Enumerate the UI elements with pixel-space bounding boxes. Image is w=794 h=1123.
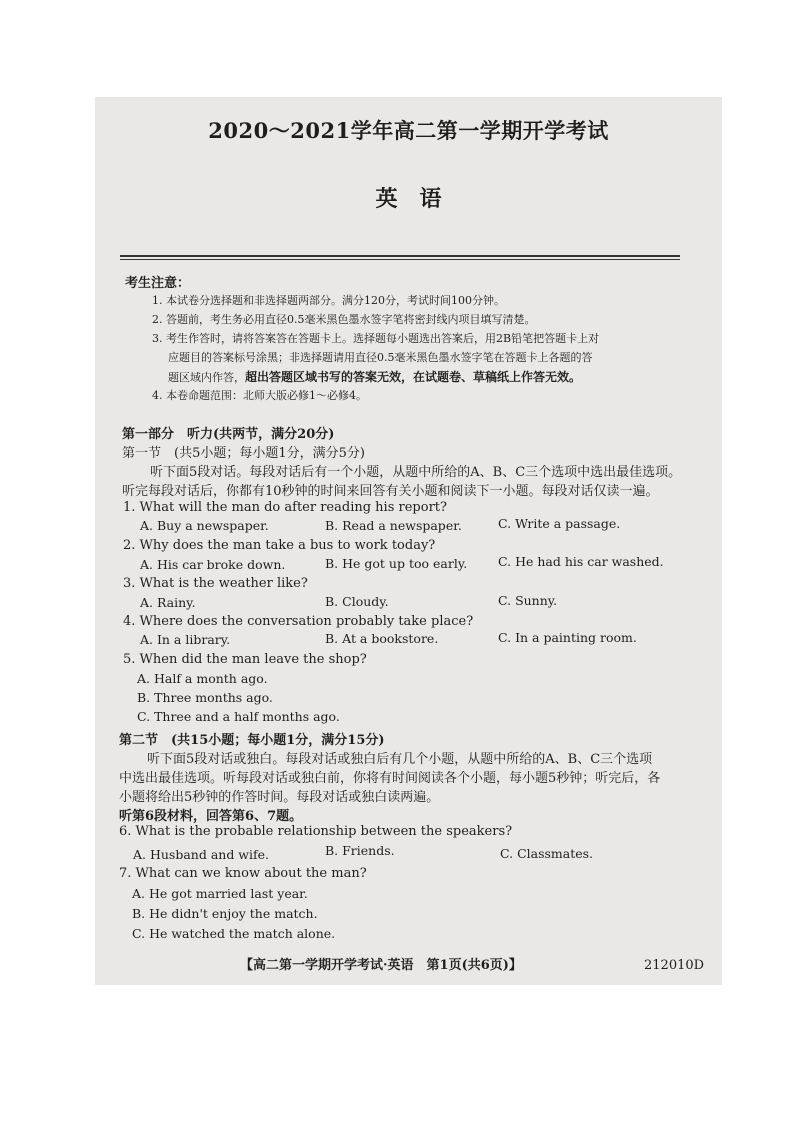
page-footer: 【高二第一学期开学考试·英语 第1页(共6页)】 bbox=[240, 958, 522, 973]
q7-option-b: B. He didn't enjoy the match. bbox=[132, 906, 318, 921]
notice-warning: 超出答题区域书写的答案无效，在试题卷、草稿纸上作答无效。 bbox=[245, 370, 582, 384]
part1-heading: 第一部分 听力(共两节，满分20分) bbox=[122, 427, 335, 442]
question-6: 6. What is the probable relationship between the speakers? bbox=[119, 824, 513, 839]
q5-option-a: A. Half a month ago. bbox=[137, 671, 268, 686]
q1-option-c: C. Write a passage. bbox=[498, 516, 621, 531]
q2-option-c: C. He had his car washed. bbox=[498, 554, 664, 569]
q4-option-c: C. In a painting room. bbox=[498, 630, 637, 645]
q5-option-b: B. Three months ago. bbox=[137, 690, 273, 705]
section1-instruction-2: 听完每段对话后，你都有10秒钟的时间来回答有关小题和阅读下一小题。每段对话仅读一遍。 bbox=[122, 484, 659, 499]
exam-title: 2020～2021学年高二第一学期开学考试 bbox=[208, 118, 609, 143]
section1-heading: 第一节 (共5小题；每小题1分，满分5分) bbox=[122, 446, 365, 461]
q6-option-b: B. Friends. bbox=[325, 843, 395, 858]
q1-option-a: A. Buy a newspaper. bbox=[140, 518, 269, 533]
question-5: 5. When did the man leave the shop? bbox=[123, 652, 367, 667]
question-3: 3. What is the weather like? bbox=[123, 576, 308, 591]
q3-option-a: A. Rainy. bbox=[140, 595, 196, 610]
exam-code: 212010D bbox=[644, 958, 705, 973]
section2-heading: 第二节 (共15小题；每小题1分，满分15分) bbox=[119, 733, 385, 748]
question-7: 7. What can we know about the man? bbox=[119, 866, 367, 881]
q6-option-c: C. Classmates. bbox=[500, 846, 594, 861]
q5-option-c: C. Three and a half months ago. bbox=[137, 709, 340, 724]
q7-option-a: A. He got married last year. bbox=[132, 886, 308, 901]
notice-item-1: 1. 本试卷分选择题和非选择题两部分。满分120分，考试时间100分钟。 bbox=[152, 294, 505, 307]
question-1: 1. What will the man do after reading his report? bbox=[123, 500, 447, 515]
q3-option-c: C. Sunny. bbox=[498, 593, 558, 608]
q2-option-a: A. His car broke down. bbox=[140, 557, 286, 572]
notice-item-4: 4. 本卷命题范围：北师大版必修1～必修4。 bbox=[152, 389, 367, 402]
q2-option-b: B. He got up too early. bbox=[325, 556, 468, 571]
exam-page bbox=[95, 97, 722, 985]
section2-instruction-3: 小题将给出5秒钟的作答时间。每段对话或独白读两遍。 bbox=[119, 790, 440, 805]
material-6-prompt: 听第6段材料，回答第6、7题。 bbox=[119, 809, 303, 824]
section2-instruction-1: 听下面5段对话或独白。每段对话或独白后有几个小题，从题中所给的A、B、C三个选项 bbox=[147, 752, 653, 767]
section1-instruction-1: 听下面5段对话。每段对话后有一个小题，从题中所给的A、B、C三个选项中选出最佳选项。 bbox=[150, 465, 682, 480]
header-rule bbox=[120, 255, 680, 257]
notice-item-2: 2. 答题前，考生务必用直径0.5毫米黑色墨水签字笔将密封线内项目填写清楚。 bbox=[152, 313, 536, 326]
notice-item-3-tail: 题区域内作答， bbox=[168, 371, 245, 384]
notice-item-3-cont: 应题目的答案标号涂黑；非选择题请用直径0.5毫米黑色墨水签字笔在答题卡上各题的答 bbox=[168, 351, 593, 364]
section2-instruction-2: 中选出最佳选项。听每段对话或独白前，你将有时间阅读各个小题，每小题5秒钟；听完后，各 bbox=[119, 771, 661, 786]
question-4: 4. Where does the conversation probably take place? bbox=[123, 614, 474, 629]
header-rule-thin bbox=[120, 259, 680, 260]
notice-heading: 考生注意： bbox=[125, 276, 191, 291]
notice-item-3-end bbox=[95, 368, 581, 385]
notice-item-3: 3. 考生作答时，请将答案答在答题卡上。选择题每小题选出答案后，用2B铅笔把答题卡上对 bbox=[152, 332, 600, 345]
question-2: 2. Why does the man take a bus to work today? bbox=[123, 538, 436, 553]
subject-title: 英语 bbox=[375, 186, 464, 212]
q1-option-b: B. Read a newspaper. bbox=[325, 518, 462, 533]
q6-option-a: A. Husband and wife. bbox=[133, 847, 269, 862]
q4-option-b: B. At a bookstore. bbox=[325, 631, 439, 646]
q4-option-a: A. In a library. bbox=[140, 632, 231, 647]
q7-option-c: C. He watched the match alone. bbox=[132, 926, 336, 941]
q3-option-b: B. Cloudy. bbox=[325, 594, 389, 609]
